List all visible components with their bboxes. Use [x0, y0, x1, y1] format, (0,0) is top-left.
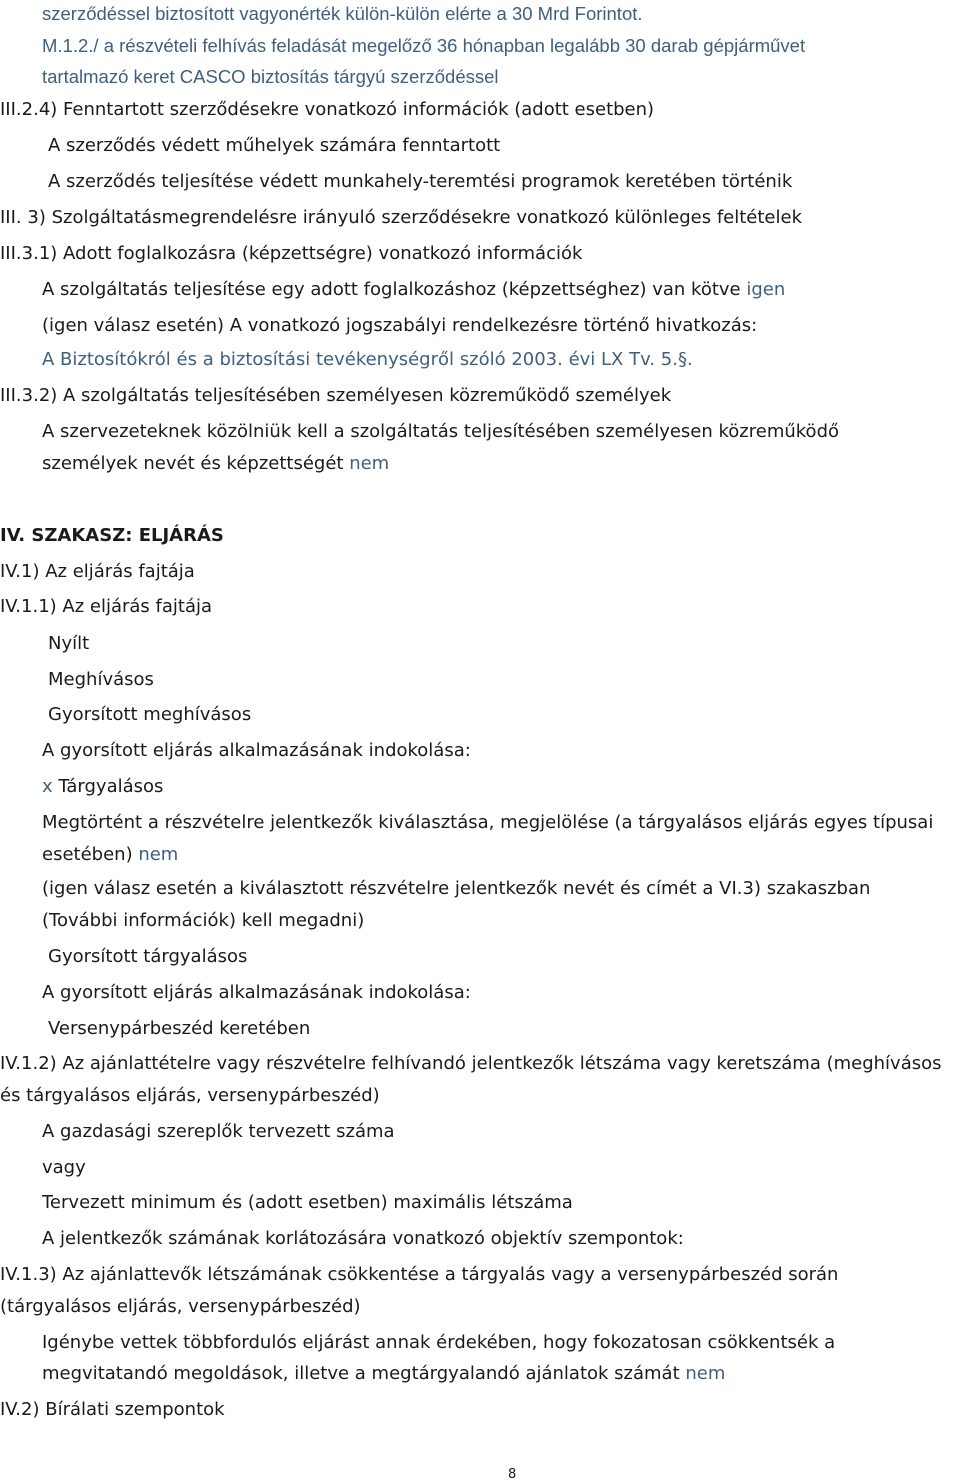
section-heading: III.2.4) Fenntartott szerződésekre vonatkozó információk (adott esetben) [0, 99, 655, 120]
text-line: A gyorsított eljárás alkalmazásának indokolása: [42, 740, 471, 761]
section-heading: IV.2) Bírálati szempontok [0, 1399, 225, 1420]
text-line: (igen válasz esetén a kiválasztott részvételre jelentkezők nevét és címét a VI.3) szakaszban [42, 878, 871, 899]
answer-value: nem [685, 1363, 726, 1384]
text-line: A szerződés teljesítése védett munkahely-teremtési programok keretében történik [48, 171, 793, 192]
answer-value: igen [746, 279, 786, 300]
section-heading: és tárgyalásos eljárás, versenypárbeszéd) [0, 1085, 380, 1106]
text-line: A szerződés védett műhelyek számára fenntartott [48, 135, 501, 156]
section-heading: (tárgyalásos eljárás, versenypárbeszéd) [0, 1296, 361, 1317]
text-line: M.1.2./ a részvételi felhívás feladását megelőző 36 hónapban legalább 30 darab gépjárművet [42, 35, 806, 56]
line-text: esetében) [42, 844, 139, 865]
text-line: (igen válasz esetén) A vonatkozó jogszabályi rendelkezésre történő hivatkozás: [42, 315, 758, 336]
section-heading: III.3.1) Adott foglalkozásra (képzettségre) vonatkozó információk [0, 243, 583, 264]
option-item: Versenypárbeszéd keretében [48, 1018, 311, 1039]
text-line: A gyorsított eljárás alkalmazásának indokolása: [42, 982, 471, 1003]
line-text: személyek nevét és képzettségét [42, 453, 350, 474]
text-line: A szervezeteknek közölniük kell a szolgáltatás teljesítésében személyesen közreműködő [42, 421, 840, 442]
text-line [42, 1362, 725, 1386]
line-text: A szolgáltatás teljesítése egy adott foglalkozáshoz (képzettséghez) van kötve [42, 279, 747, 300]
option-item: Gyorsított meghívásos [48, 704, 252, 725]
part-title: IV. SZAKASZ: ELJÁRÁS [0, 525, 224, 546]
text-line: (További információk) kell megadni) [42, 910, 365, 931]
section-heading: IV.1.1) Az eljárás fajtája [0, 596, 213, 617]
text-line: A jelentkezők számának korlátozására vonatkozó objektív szempontok: [42, 1228, 684, 1249]
option-item [42, 775, 163, 799]
section-heading: III. 3) Szolgáltatásmegrendelésre irányuló szerződésekre vonatkozó különleges feltételek [0, 207, 803, 228]
option-item: Meghívásos [48, 669, 154, 690]
answer-value: nem [349, 453, 390, 474]
text-line [42, 452, 389, 476]
text-line: A gazdasági szereplők tervezett száma [42, 1121, 395, 1142]
selected-mark: x [42, 776, 53, 797]
page-number: 8 [508, 1467, 517, 1482]
text-line: szerződéssel biztosított vagyonérték külön-külön elérte a 30 Mrd Forintot. [42, 3, 643, 24]
text-line: vagy [42, 1157, 86, 1178]
section-heading: IV.1.2) Az ajánlattételre vagy részvételre felhívandó jelentkezők létszáma vagy keretszáma (meghívásos [0, 1053, 942, 1074]
text-line [42, 278, 785, 302]
line-text: megvitatandó megoldások, illetve a megtárgyalandó ajánlatok számát [42, 1363, 686, 1384]
text-line: tartalmazó keret CASCO biztosítás tárgyú szerződéssel [42, 66, 499, 87]
section-heading: IV.1) Az eljárás fajtája [0, 561, 195, 582]
option-item: Gyorsított tárgyalásos [48, 946, 248, 967]
text-line [42, 843, 178, 867]
answer-value: A Biztosítókról és a biztosítási tevékenységről szóló 2003. évi LX Tv. 5.§. [42, 349, 693, 370]
option-item: Nyílt [48, 633, 90, 654]
text-line: Igénybe vettek többfordulós eljárást annak érdekében, hogy fokozatosan csökkentsék a [42, 1332, 836, 1353]
text-line: Megtörtént a részvételre jelentkezők kiválasztása, megjelölése (a tárgyalásos eljárás egyes típusai [42, 812, 934, 833]
answer-value: nem [138, 844, 179, 865]
section-heading: IV.1.3) Az ajánlattevők létszámának csökkentése a tárgyalás vagy a versenypárbeszéd során [0, 1264, 839, 1285]
text-line: Tervezett minimum és (adott esetben) maximális létszáma [42, 1192, 573, 1213]
option-label: Tárgyalásos [52, 776, 164, 797]
section-heading: III.3.2) A szolgáltatás teljesítésében személyesen közreműködő személyek [0, 385, 672, 406]
